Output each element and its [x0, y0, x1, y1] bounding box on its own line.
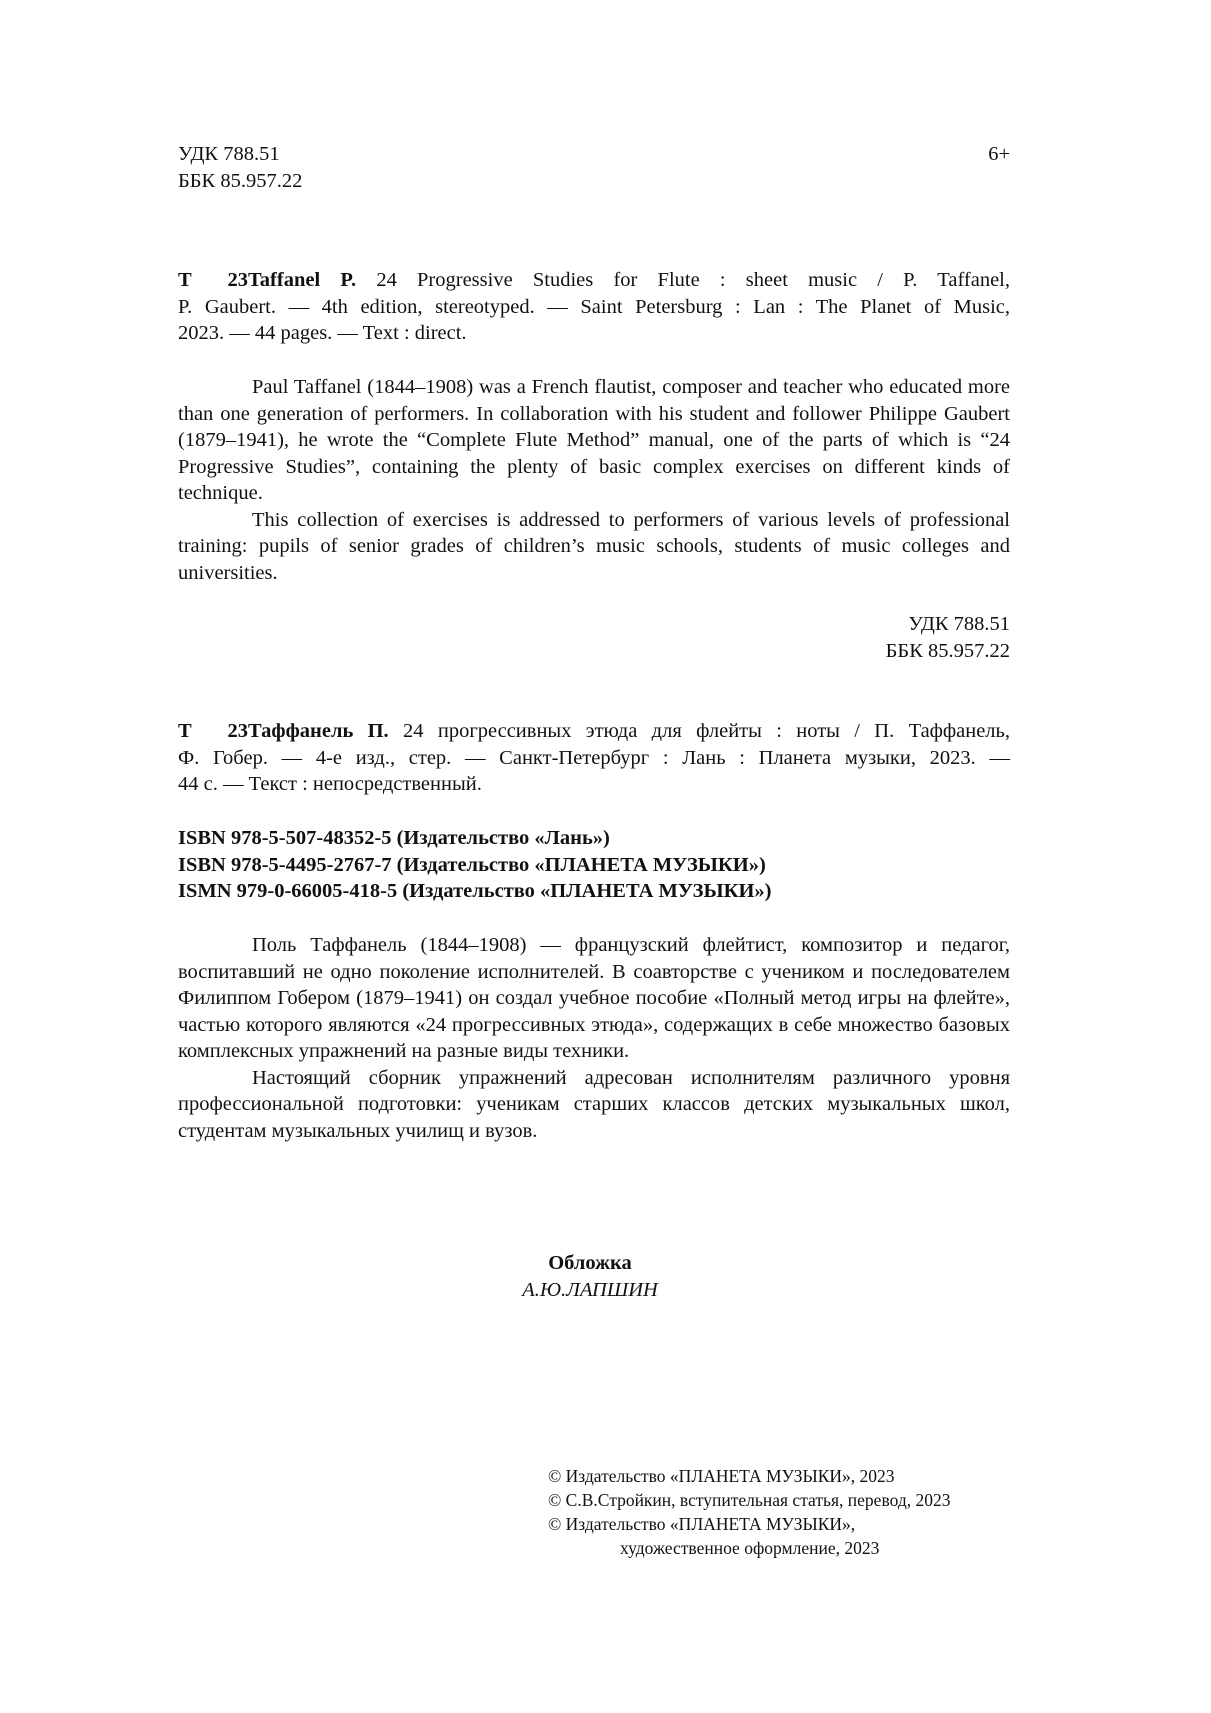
russian-record-line-3: 44 с. — Текст : непосредственный.	[178, 773, 482, 795]
english-record-line-2: P. Gaubert. — 4th edition, stereotyped. — Saint Petersburg : Lan : The Planet of Music,	[178, 295, 1010, 318]
english-record-line-3: 2023. — 44 pages. — Text : direct.	[178, 322, 467, 344]
classification-right-udk: УДК 788.51	[908, 613, 1010, 635]
english-record-author: Taffanel P.	[248, 269, 357, 291]
age-rating: 6+	[988, 143, 1010, 165]
header-udk: УДК 788.51	[178, 143, 280, 165]
english-record-line-1	[178, 267, 1010, 294]
copyright-line-1: © Издательство «ПЛАНЕТА МУЗЫКИ», 2023	[548, 1466, 895, 1486]
english-record-code: Т 23	[178, 269, 248, 291]
isbn-lan: ISBN 978-5-507-48352-5 (Издательство «Лань»)	[178, 827, 610, 849]
russian-abstract	[178, 932, 1010, 1144]
copyright-block	[548, 1464, 1008, 1560]
classification-right-bbk: ББК 85.957.22	[885, 639, 1010, 662]
cover-label: Обложка	[548, 1252, 632, 1274]
copyright-line-3: © Издательство «ПЛАНЕТА МУЗЫКИ»,	[548, 1514, 856, 1534]
english-abstract	[178, 374, 1010, 586]
russian-record	[178, 718, 1010, 798]
english-record	[178, 267, 1010, 347]
copyright-line-4: художественное оформление, 2023	[620, 1538, 880, 1558]
russian-record-code: Т 23	[178, 720, 248, 742]
copyright-line-2: © С.В.Стройкин, вступительная статья, перевод, 2023	[548, 1490, 951, 1510]
cover-credit	[440, 1250, 740, 1303]
russian-record-author: Таффанель П.	[248, 720, 389, 742]
russian-record-line-1	[178, 718, 1010, 745]
header-classification	[178, 141, 302, 194]
russian-abstract-paragraph-1: Поль Таффанель (1844–1908) — французский флейтист, композитор и педагог, воспитавший не одно поколение исполнителей. В соавторстве с учеником и последователем Филиппом Гобером (1879–1941) он создал учебное пособие «Полный метод игры на флейте», частью которого являются «24 прогрессивных этюда», содержащих в себе множество базовых комплексных упражнений на разные виды техники.	[178, 934, 1010, 1062]
russian-record-title: 24 прогрессивных этюда для флейты : ноты / П. Таффанель,	[403, 720, 1011, 742]
isbn-planet: ISBN 978-5-4495-2767-7 (Издательство «ПЛАНЕТА МУЗЫКИ»)	[178, 853, 766, 876]
cover-designer: А.Ю.ЛАПШИН	[522, 1278, 658, 1301]
header-bbk: ББК 85.957.22	[178, 169, 303, 192]
ismn-planet: ISMN 979-0-66005-418-5 (Издательство «ПЛАНЕТА МУЗЫКИ»)	[178, 880, 772, 902]
english-abstract-paragraph-1: Paul Taffanel (1844–1908) was a French flautist, composer and teacher who educated more than one generation of performers. In collaboration with his student and follower Philippe Gaubert (1879–1941), he wrote the “Complete Flute Method” manual, one of the parts of which is “24 Progressive Studies”, containing the plenty of basic complex exercises on different kinds of technique.	[178, 376, 1010, 504]
isbn-block	[178, 825, 1010, 905]
english-abstract-paragraph-2: This collection of exercises is addressed to performers of various levels of professional training: pupils of senior grades of children’s music schools, students of music colleges and universities.	[178, 508, 1010, 584]
classification-right	[700, 611, 1010, 664]
english-record-title: 24 Progressive Studies for Flute : sheet music / P. Taffanel,	[376, 269, 1011, 291]
russian-abstract-paragraph-2: Настоящий сборник упражнений адресован исполнителям различного уровня профессиональной подготовки: ученикам старших классов детских музыкальных школ, студентам музыкальных училищ и вузов.	[178, 1066, 1010, 1142]
russian-record-line-2: Ф. Гобер. — 4-е изд., стер. — Санкт-Петербург : Лань : Планета музыки, 2023. —	[178, 746, 1010, 769]
